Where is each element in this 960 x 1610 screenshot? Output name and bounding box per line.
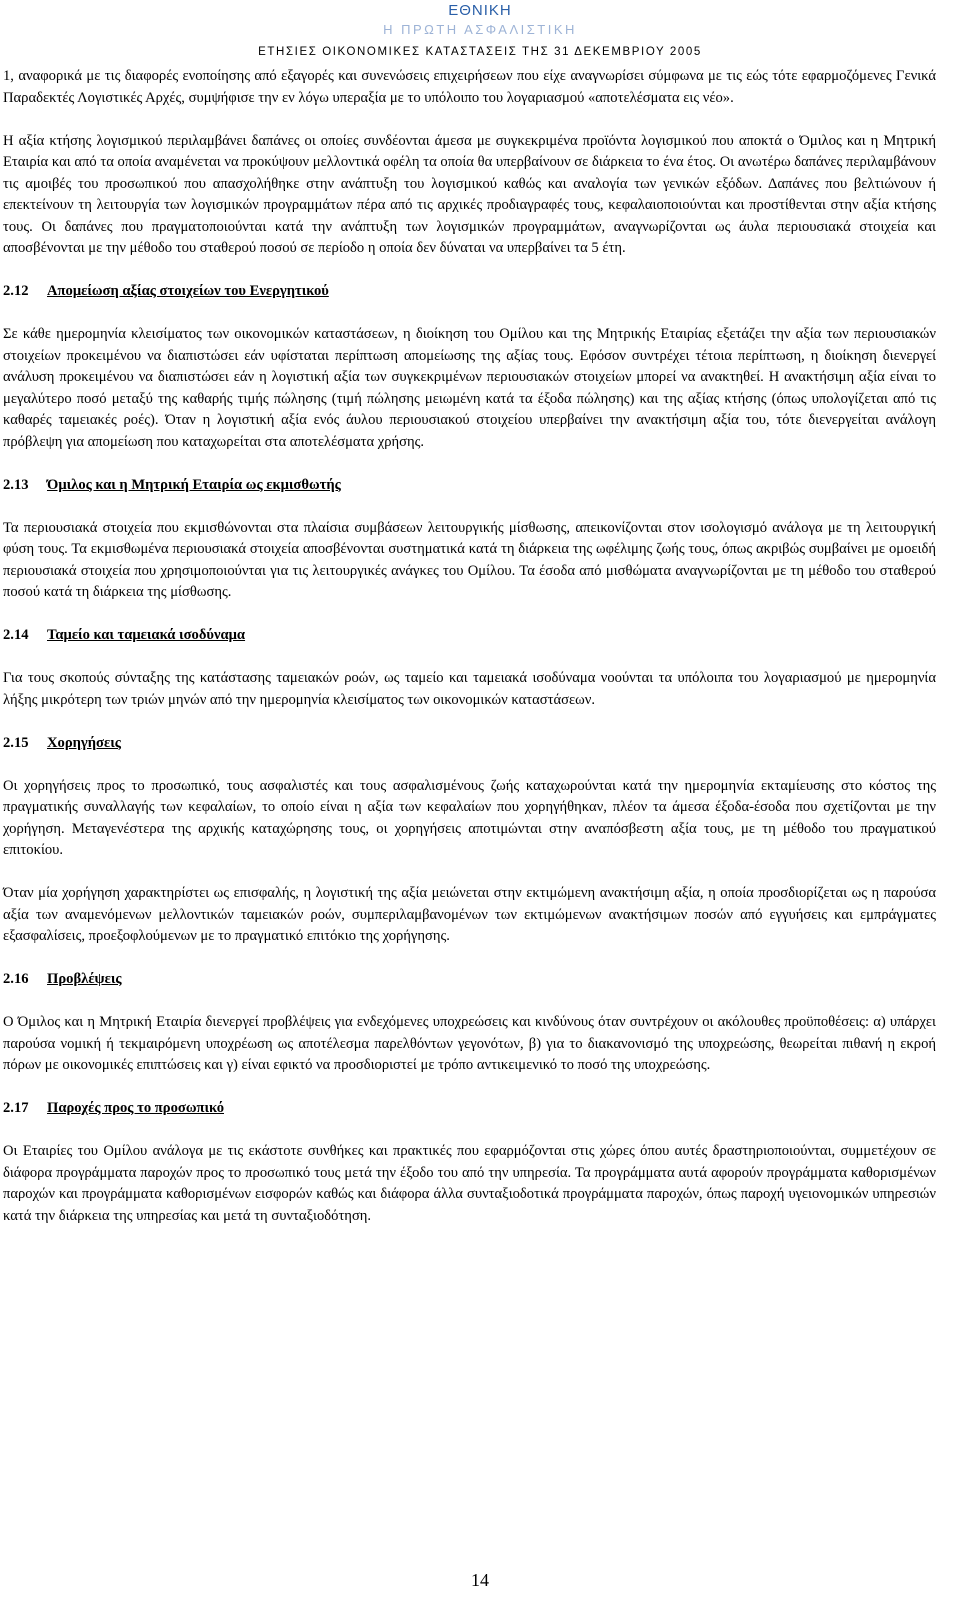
section-number: 2.14: [3, 627, 29, 643]
section-2-14-paragraph-1: Για τους σκοπούς σύνταξης της κατάστασης ταμειακών ροών, ως ταμείο και ταμειακά ισοδύναμα νοούνται τα υπόλοιπα του λογαριασμού με ημερομηνία λήξης μικρότερη των τριών μηνών από την ημερομηνία κλεισίματος των οικονομικών καταστάσεων.: [3, 670, 936, 708]
intro-paragraph-2: Η αξία κτήσης λογισμικού περιλαμβάνει δαπάνες οι οποίες συνδέονται άμεσα με συγκεκριμένα προϊόντα λογισμικού που αποκτά ο Όμιλος και η Μητρική Εταιρία και από τα οποία αναμένεται να προκύψουν μελλοντικά οφέλη τα οποία θα υπερβαίνουν σε διάρκεια το ένα έτος. Οι ανωτέρω δαπάνες περιλαμβάνουν τις αμοιβές του προσωπικού που απασχολήθηκε στην ανάπτυξη του λογισμικού καθώς και αναλογία των γενικών εξόδων. Δαπάνες που βελτιώνουν ή επεκτείνουν τη λειτουργία των λογισμικών προγραμμάτων πέρα από τις αρχικές προδιαγραφές τους, κεφαλαιοποιούνται και προστίθενται στην αξία κτήσης τους. Οι δαπάνες που πραγματοποιούνται κατά την ανάπτυξη των λογισμικών προγραμμάτων, αναγνωρίζονται ως άυλα περιουσιακά στοιχεία και αποσβένονται με την μέθοδο του σταθερού ποσού σε περίοδο η οποία δεν δύναται να υπερβαίνει τα 5 έτη.: [3, 132, 936, 256]
section-number: 2.17: [3, 1100, 29, 1116]
section-2-12-paragraph-1: Σε κάθε ημερομηνία κλεισίματος των οικονομικών καταστάσεων, η διοίκηση του Ομίλου και της Μητρικής Εταιρίας εξετάζει την αξία των περιουσιακών στοιχείων προκειμένου να διαπιστώσει εάν υφίσταται περίπτωση απομείωσης της αξίας τους. Εφόσον συντρέχει τέτοια περίπτωση, η διοίκηση διενεργεί ανάλυση προκειμένου να διαπιστώσει εάν η λογιστική αξία των συγκεκριμένων περιουσιακών στοιχείων μπορεί να ανακτηθεί. Η ανακτήσιμη αξία είναι το μεγαλύτερο ποσό μεταξύ της καθαρής τιμής πώλησης (τιμή πώλησης μειωμένη κατά τα έξοδα πώλησης) και της αξίας κτήσης (όπως υπολογίζεται από τις καθαρές ταμειακές ροές). Όταν η λογιστική αξία ενός άυλου περιουσιακού στοιχείου υπερβαίνει την ανακτήσιμη αξία του, τότε διενεργείται ανάλογη πρόβλεψη για απομείωση που καταχωρείται στα αποτελέσματα χρήσης.: [3, 326, 936, 450]
section-number: 2.15: [3, 734, 29, 751]
section-heading-2-15: [3, 733, 936, 755]
document-body: [3, 66, 936, 1227]
intro-paragraph-1: 1, αναφορικά με τις διαφορές ενοποίησης από εξαγορές και συνενώσεις επιχειρήσεων που είχε αναγνωρίσει σύμφωνα με τις εώς τότε εφαρμοζόμενες Γενικά Παραδεκτές Λογιστικές Αρχές, συμψήφισε την εν λόγω υπεραξία με το υπόλοιπο του λογαριασμού «αποτελέσματα εις νέο».: [3, 68, 936, 106]
section-heading-2-17: [3, 1098, 936, 1120]
section-2-15-paragraph-2: Όταν μία χορήγηση χαρακτηρίστει ως επισφαλής, η λογιστική της αξία μειώνεται στην εκτιμώμενη ανακτήσιμη αξία, η οποία προσδιορίζεται ως η παρούσα αξία των αναμενόμενων μελλοντικών ταμειακών ροών, συμπεριλαμβανομένων των εκτιμώμενων ανακτήσιμων ποσών από εγγυήσεις και εμπράγματες εξασφαλίσεις, προεξοφλούμενων με το πραγματικό επιτόκιο της χορήγησης.: [3, 885, 936, 944]
section-2-17-paragraph-1: Οι Εταιρίες του Ομίλου ανάλογα με τις εκάστοτε συνθήκες και πρακτικές που εφαρμόζονται στις χώρες όπου αυτές δραστηριοποιούνται, συμμετέχουν σε διάφορα προγράμματα παροχών προς το προσωπικό τους μετά την έξοδο του από την υπηρεσία. Τα προγράμματα αυτά αφορούν προγράμματα καθορισμένων παροχών και προγράμματα καθορισμένων εισφορών καθώς και διάφορα άλλα συνταξιοδοτικά προγράμματα παροχών, όπως παροχή υγειονομικών υπηρεσιών κατά την διάρκεια της υπηρεσίας και μετά τη συνταξιοδότηση.: [3, 1143, 936, 1224]
running-header: ΕΤΗΣΙΕΣ ΟΙΚΟΝΟΜΙΚΕΣ ΚΑΤΑΣΤΑΣΕΙΣ ΤΗΣ 31 ΔΕΚΕΜΒΡΙΟΥ 2005: [258, 46, 702, 58]
section-2-16-paragraph-1: Ο Όμιλος και η Μητρική Εταιρία διενεργεί προβλέψεις για ενδεχόμενες υποχρεώσεις και κινδύνους όταν συντρέχουν οι ακόλουθες προϋποθέσεις: α) υπάρχει παρούσα νομική ή τεκμαιρόμενη υποχρέωση ως αποτέλεσμα παρελθόντων γεγονότων, β) για το διακανονισμό της υποχρεώσης, θεωρείται πιθανή η εκροή πόρων με οικονομικές επιπτώσεις και γ) είναι εφικτό να προσδιοριστεί με τρόπο αντικειμενικό το ποσό της υποχρεώσης.: [3, 1014, 936, 1073]
brand-tagline: Η ΠΡΩΤΗ ΑΣΦΑΛΙΣΤΙΚΗ: [383, 22, 577, 37]
brand-name: ΕΘΝΙΚΗ: [448, 2, 512, 19]
section-number: 2.13: [3, 476, 29, 493]
section-title: Απομείωση αξίας στοιχείων του Ενεργητικού: [47, 283, 329, 299]
section-number: 2.12: [3, 283, 29, 299]
section-title: Προβλέψεις: [47, 971, 122, 987]
section-title: Όμιλος και η Μητρική Εταιρία ως εκμισθωτής: [47, 476, 341, 493]
section-heading-2-13: [3, 475, 936, 497]
section-heading-2-12: [3, 281, 936, 303]
page-number: 14: [471, 1570, 489, 1590]
section-2-15-paragraph-1: Οι χορηγήσεις προς το προσωπικό, τους ασφαλιστές και τους ασφαλισμένους ζωής καταχωρούνται κατά την ημερομηνία εκταμίευσης στο κόστος της πραγματικής συναλλαγής των κεφαλαίων, το οποίο είναι η αξία των κεφαλαίων που χορηγήθηκαν, πλέον τα άμεσα έξοδα-έσοδα που σχετίζονται με την χορήγηση. Μεταγενέστερα της αρχικής καταχώρησης τους, οι χορηγήσεις αποτιμώνται στην αναπόσβεστη αξία τους, με τη μέθοδο του πραγματικού επιτοκίου.: [3, 777, 936, 858]
section-title: Χορηγήσεις: [47, 734, 121, 751]
section-title: Ταμείο και ταμειακά ισοδύναμα: [47, 627, 246, 643]
section-2-13-paragraph-1: Τα περιουσιακά στοιχεία που εκμισθώνονται στα πλαίσια συμβάσεων λειτουργικής μίσθωσης, απεικονίζονται στον ισολογισμό ανάλογα με τη λειτουργική φύση τους. Τα εκμισθωμένα περιουσιακά στοιχεία αποσβένονται συστηματικά κατά τη διάρκεια της ωφέλιμης ζωής τους, όπως ακριβώς συμβαίνει με ομοειδή περιουσιακά στοιχεία που χρησιμοποιούνται για τις λειτουργικές ανάγκες του Ομίλου. Τα έσοδα από μισθώματα αναγνωρίζονται με τη μέθοδο του σταθερού ποσού κατά τη διάρκεια της μίσθωσης.: [3, 519, 936, 600]
section-title: Παροχές προς το προσωπικό: [47, 1100, 224, 1116]
section-heading-2-16: [3, 969, 936, 991]
section-number: 2.16: [3, 971, 29, 987]
section-heading-2-14: [3, 625, 936, 647]
